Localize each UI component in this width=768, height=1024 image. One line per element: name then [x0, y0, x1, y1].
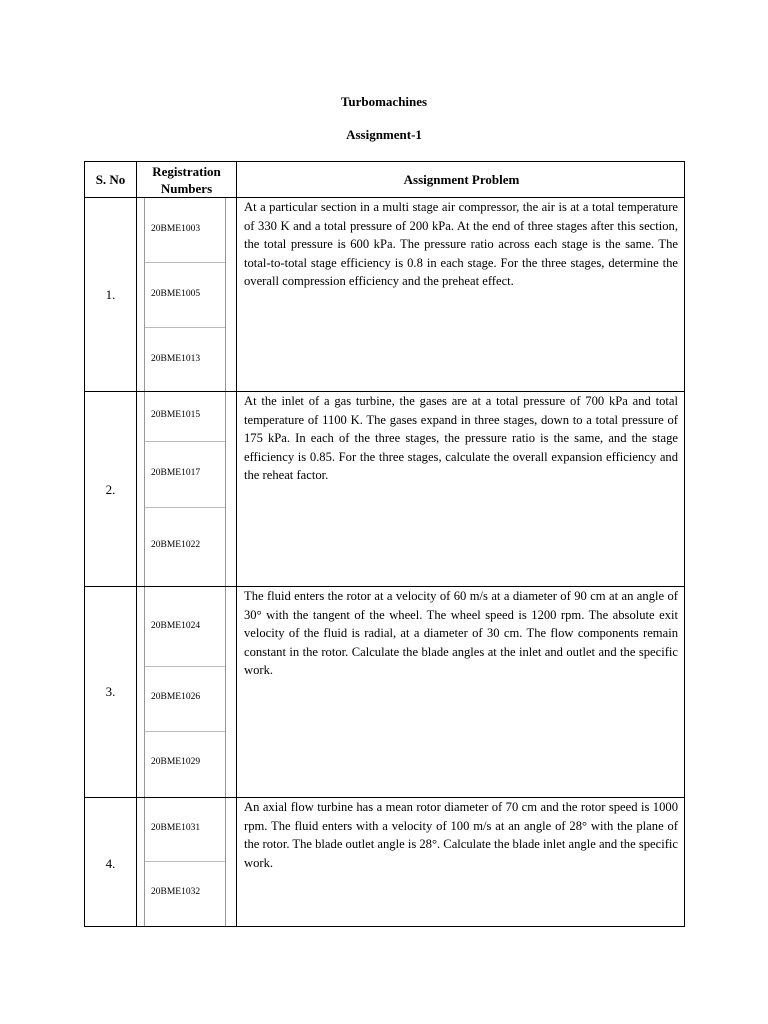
header-sno: S. No: [95, 172, 126, 187]
row-3-sno: 3.: [105, 684, 116, 699]
table-row: [145, 862, 225, 926]
table-row: [145, 198, 225, 263]
row-4-sno: 4.: [105, 856, 116, 871]
registration-number: 20BME1013: [151, 354, 201, 364]
row-1-sno: 1.: [105, 287, 116, 302]
registration-number: 20BME1003: [151, 224, 201, 234]
registration-number: 20BME1024: [151, 621, 201, 631]
table-row: [145, 442, 225, 508]
row-2-problem: At the inlet of a gas turbine, the gases are at a total pressure of 700 kPa and total temperature of 1100 K. The gases expand in three stages, down to a total pressure of 175 kPa. In each of the three stages, the pressure ratio is the same, and the stage efficiency is 0.85. For the three stages, calculate the overall expansion efficiency and the reheat factor.: [244, 394, 678, 482]
course-title: Turbomachines: [340, 94, 428, 109]
row-4-problem: An axial flow turbine has a mean rotor diameter of 70 cm and the rotor speed is 1000 rpm. The fluid enters with a velocity of 100 m/s at an angle of 28° with the plane of the rotor. The blade outlet angle is 28°. Calculate the blade inlet angle and the specific work.: [244, 800, 678, 870]
row-2-registrations: [144, 392, 226, 586]
table-row: [145, 798, 225, 862]
registration-number: 20BME1017: [151, 468, 201, 478]
registration-number: 20BME1032: [151, 887, 201, 897]
row-1-registrations: [144, 198, 226, 391]
table-row: [145, 667, 225, 732]
header-problem: Assignment Problem: [403, 172, 520, 187]
registration-number: 20BME1005: [151, 289, 201, 299]
registration-number: 20BME1029: [151, 757, 201, 767]
registration-number: 20BME1022: [151, 540, 201, 550]
header-registration: Registration Numbers: [152, 164, 221, 196]
row-1-problem: At a particular section in a multi stage air compressor, the air is at a total temperature of 330 K and a total pressure of 200 kPa. At the end of three stages after this section, the total pressure is 600 kPa. The pressure ratio across each stage is the same. The total-to-total stage efficiency is 0.8 in each stage. For the three stages, determine the overall compression efficiency and the preheat effect.: [244, 200, 678, 288]
table-row: [145, 328, 225, 391]
registration-number: 20BME1026: [151, 692, 201, 702]
row-3-problem: The fluid enters the rotor at a velocity of 60 m/s at a diameter of 90 cm at an angle of 30° with the tangent of the wheel. The wheel speed is 1200 rpm. The absolute exit velocity of the fluid is radial, at a diameter of 30 cm. The flow components remain constant in the rotor. Calculate the blade angles at the inlet and outlet and the specific work.: [244, 589, 678, 677]
column-divider: [236, 162, 237, 926]
table-row: [145, 508, 225, 586]
column-divider: [136, 162, 137, 926]
table-row: [145, 392, 225, 442]
table-row: [145, 263, 225, 328]
row-4-registrations: [144, 798, 226, 926]
row-2-sno: 2.: [105, 482, 116, 497]
table-row: [145, 587, 225, 667]
registration-number: 20BME1031: [151, 823, 201, 833]
table-row: [145, 732, 225, 797]
registration-number: 20BME1015: [151, 410, 201, 420]
assignment-title: Assignment-1: [346, 127, 422, 142]
assignment-table: [84, 161, 685, 927]
row-3-registrations: [144, 587, 226, 797]
